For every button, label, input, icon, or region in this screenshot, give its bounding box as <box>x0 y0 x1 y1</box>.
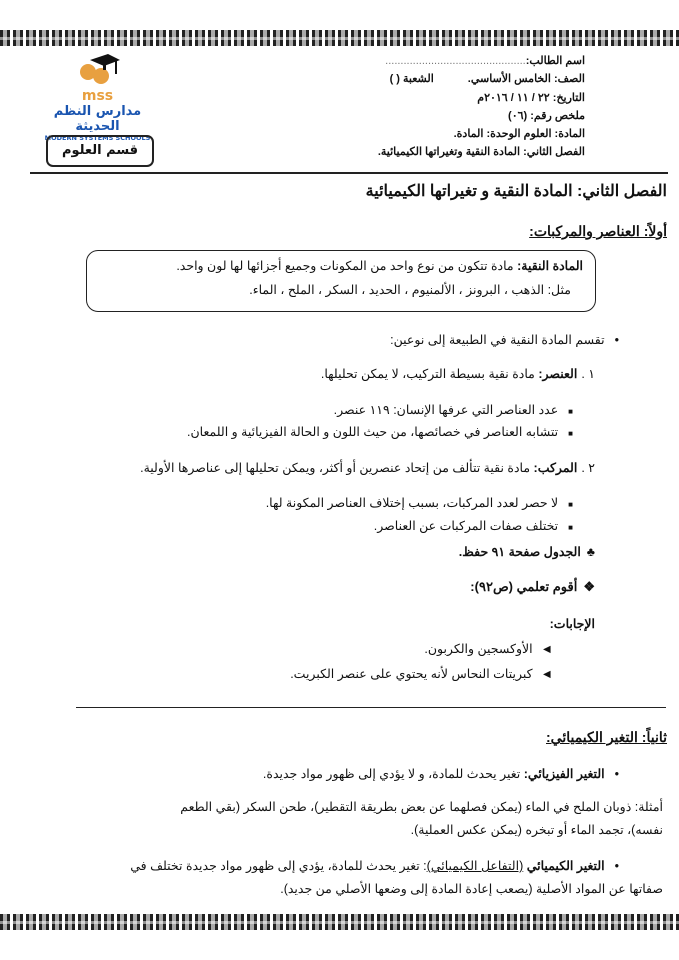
element-definition: ١ .العنصر: مادة نقية بسيطة التركيب، لا يمكن تحليلها. <box>320 367 595 381</box>
answer-item: ◄الأوكسجين والكربون. <box>424 642 553 656</box>
pure-substance-definition: المادة النقية: مادة تتكون من نوع واحد من المكونات وجميع أجزائها لها لون واحد. <box>176 259 583 273</box>
section-divider <box>76 707 666 708</box>
chemical-change: •التغير الكيميائي (التفاعل الكيميائي): تغير يحدث للمادة، يؤدي إلى ظهور مواد جديدة تختلف في <box>130 859 619 873</box>
physical-change: •التغير الفيزيائي: تغير يحدث للمادة، و لا يؤدي إلى ظهور مواد جديدة. <box>262 767 619 781</box>
header-divider <box>30 172 668 174</box>
element-point: ■تتشابه العناصر في خصائصها، من حيث اللون و الحالة الفيزيائية و اللمعان. <box>187 425 573 439</box>
subject: المادة: العلوم الوحدة: المادة. <box>453 128 585 140</box>
pure-substance-examples: مثل: الذهب ، البرونز ، الألمنيوم ، الحديد ، السكر ، الملح ، الماء. <box>249 283 571 297</box>
logo: mss مدارس النظم الحديثة MODERN SYSTEMS SCHOOLS <box>40 50 155 130</box>
top-border <box>0 30 679 46</box>
section2-heading: ثانياً: التغير الكيميائي: <box>546 729 667 745</box>
physical-examples-cont: نفسه)، تجمد الماء أو تبخره (يمكن عكس العملية). <box>410 823 663 837</box>
intro-line: •تقسم المادة النقية في الطبيعة إلى نوعين: <box>390 333 619 347</box>
table-note: ♣الجدول صفحة ٩١ حفظ. <box>458 545 595 559</box>
chapter: الفصل الثاني: المادة النقية وتغيراتها الكيميائية. <box>377 146 585 158</box>
date: التاريخ: ٢٢ / ١١ / ٢٠١٦م <box>477 92 585 104</box>
chemical-change-cont: صفاتها عن المواد الأصلية (يصعب إعادة المادة إلى وضعها الأصلي من جديد). <box>280 882 663 896</box>
bottom-border <box>0 914 679 930</box>
answers-label: الإجابات: <box>549 617 595 631</box>
department-box: قسم العلوم <box>46 135 154 167</box>
graduation-cap-icon <box>68 50 128 92</box>
answer-item: ◄كبريتات النحاس لأنه يحتوي على عنصر الكبريت. <box>290 667 553 681</box>
student-name: اسم الطالب:.............................................. <box>385 55 585 67</box>
compound-point: ■تختلف صفات المركبات عن العناصر. <box>373 519 573 533</box>
physical-examples: أمثلة: ذوبان الملح في الماء (يمكن فصلهما عن بعض بطريقة التقطير)، طحن السكر (بقي الطعم <box>180 800 663 814</box>
summary-number: ملخص رقم: (٠٦) <box>508 110 585 122</box>
compound-definition: ٢ .المركب: مادة نقية تتألف من إتحاد عنصرين أو أكثر، ويمكن تحليلها إلى عناصرها الأولية. <box>140 461 595 475</box>
grade-line: الصف: الخامس الأساسي.الشعبة ( ) <box>389 73 585 85</box>
page-title: الفصل الثاني: المادة النقية و تغيراتها الكيميائية <box>365 183 667 200</box>
assess-heading: ❖أقوم تعلمي (ص٩٢): <box>470 579 595 594</box>
section1-heading: أولاً: العناصر والمركبات: <box>529 223 667 239</box>
element-point: ■عدد العناصر التي عرفها الإنسان: ١١٩ عنصر. <box>333 403 573 417</box>
compound-point: ■لا حصر لعدد المركبات، بسبب إختلاف العناصر المكونة لها. <box>265 496 573 510</box>
